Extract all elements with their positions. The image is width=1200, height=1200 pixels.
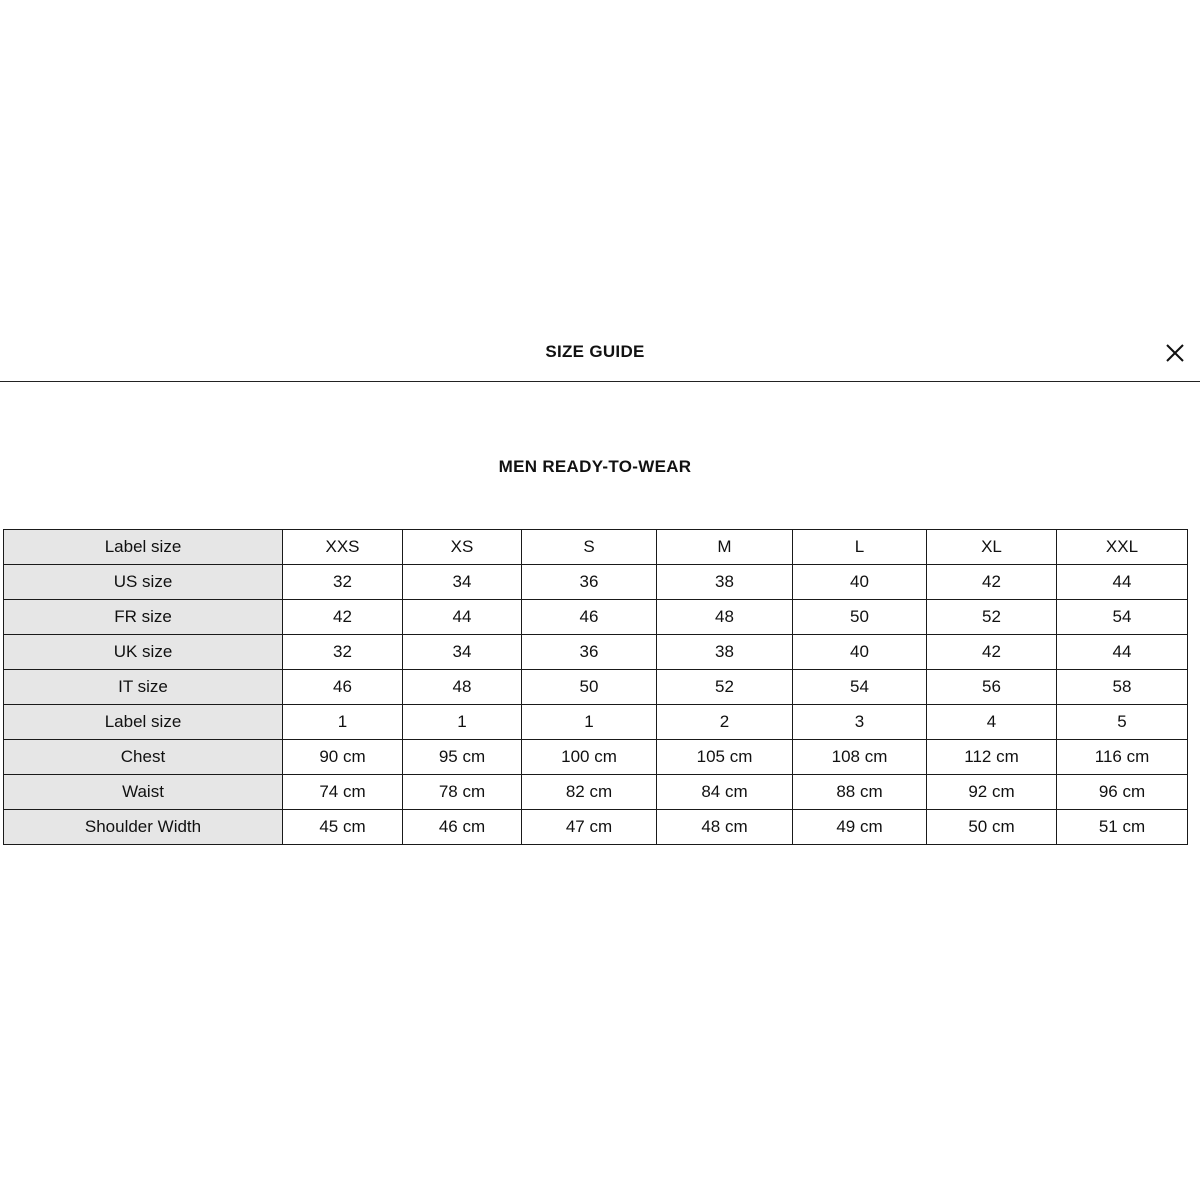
table-row	[4, 775, 1188, 810]
table-cell: 5	[1057, 705, 1188, 740]
table-cell: XL	[927, 530, 1057, 565]
table-cell: 49 cm	[793, 810, 927, 845]
table-cell: 82 cm	[522, 775, 657, 810]
table-cell: 38	[657, 565, 793, 600]
table-row	[4, 635, 1188, 670]
table-cell: 46 cm	[403, 810, 522, 845]
table-cell: 46	[283, 670, 403, 705]
table-cell: 50	[522, 670, 657, 705]
table-cell: 34	[403, 635, 522, 670]
table-cell: XXS	[283, 530, 403, 565]
table-cell: 45 cm	[283, 810, 403, 845]
table-cell: 78 cm	[403, 775, 522, 810]
table-cell: 44	[403, 600, 522, 635]
table-cell: 50 cm	[927, 810, 1057, 845]
table-cell: S	[522, 530, 657, 565]
size-table	[3, 529, 1188, 845]
table-cell: 42	[927, 565, 1057, 600]
table-cell: 1	[283, 705, 403, 740]
table-cell: 74 cm	[283, 775, 403, 810]
table-cell: 40	[793, 635, 927, 670]
table-cell: 32	[283, 635, 403, 670]
size-table-body	[4, 530, 1188, 845]
close-icon	[1160, 338, 1190, 368]
table-cell: 48 cm	[657, 810, 793, 845]
modal-title: SIZE GUIDE	[545, 342, 645, 361]
table-cell: 90 cm	[283, 740, 403, 775]
table-cell: 2	[657, 705, 793, 740]
table-cell: 56	[927, 670, 1057, 705]
table-cell: M	[657, 530, 793, 565]
table-row	[4, 740, 1188, 775]
table-row	[4, 810, 1188, 845]
row-label: FR size	[4, 600, 283, 635]
table-cell: XS	[403, 530, 522, 565]
row-label: Chest	[4, 740, 283, 775]
table-cell: 48	[403, 670, 522, 705]
table-cell: 50	[793, 600, 927, 635]
table-cell: 96 cm	[1057, 775, 1188, 810]
table-cell: 48	[657, 600, 793, 635]
row-label: IT size	[4, 670, 283, 705]
table-cell: 58	[1057, 670, 1188, 705]
table-row	[4, 705, 1188, 740]
table-cell: 36	[522, 635, 657, 670]
row-label: Waist	[4, 775, 283, 810]
table-cell: 44	[1057, 635, 1188, 670]
table-cell: 36	[522, 565, 657, 600]
table-cell: 34	[403, 565, 522, 600]
table-cell: 4	[927, 705, 1057, 740]
table-cell: 3	[793, 705, 927, 740]
row-label: Label size	[4, 705, 283, 740]
table-row	[4, 670, 1188, 705]
table-cell: 95 cm	[403, 740, 522, 775]
table-cell: 105 cm	[657, 740, 793, 775]
close-button[interactable]	[1160, 338, 1190, 368]
table-cell: 92 cm	[927, 775, 1057, 810]
table-cell: 44	[1057, 565, 1188, 600]
table-cell: 54	[793, 670, 927, 705]
table-cell: 52	[657, 670, 793, 705]
row-label: Shoulder Width	[4, 810, 283, 845]
modal-header	[0, 330, 1200, 382]
table-row	[4, 600, 1188, 635]
table-cell: 32	[283, 565, 403, 600]
table-cell: 1	[522, 705, 657, 740]
row-label: Label size	[4, 530, 283, 565]
table-cell: L	[793, 530, 927, 565]
table-cell: 54	[1057, 600, 1188, 635]
table-cell: 51 cm	[1057, 810, 1188, 845]
row-label: US size	[4, 565, 283, 600]
table-row	[4, 530, 1188, 565]
table-cell: XXL	[1057, 530, 1188, 565]
table-cell: 52	[927, 600, 1057, 635]
table-cell: 42	[283, 600, 403, 635]
table-cell: 84 cm	[657, 775, 793, 810]
table-cell: 1	[403, 705, 522, 740]
table-cell: 88 cm	[793, 775, 927, 810]
table-cell: 38	[657, 635, 793, 670]
table-cell: 46	[522, 600, 657, 635]
table-cell: 42	[927, 635, 1057, 670]
table-cell: 108 cm	[793, 740, 927, 775]
table-cell: 116 cm	[1057, 740, 1188, 775]
row-label: UK size	[4, 635, 283, 670]
table-cell: 100 cm	[522, 740, 657, 775]
table-cell: 112 cm	[927, 740, 1057, 775]
table-row	[4, 565, 1188, 600]
section-title: MEN READY-TO-WEAR	[498, 457, 692, 476]
table-cell: 47 cm	[522, 810, 657, 845]
table-cell: 40	[793, 565, 927, 600]
